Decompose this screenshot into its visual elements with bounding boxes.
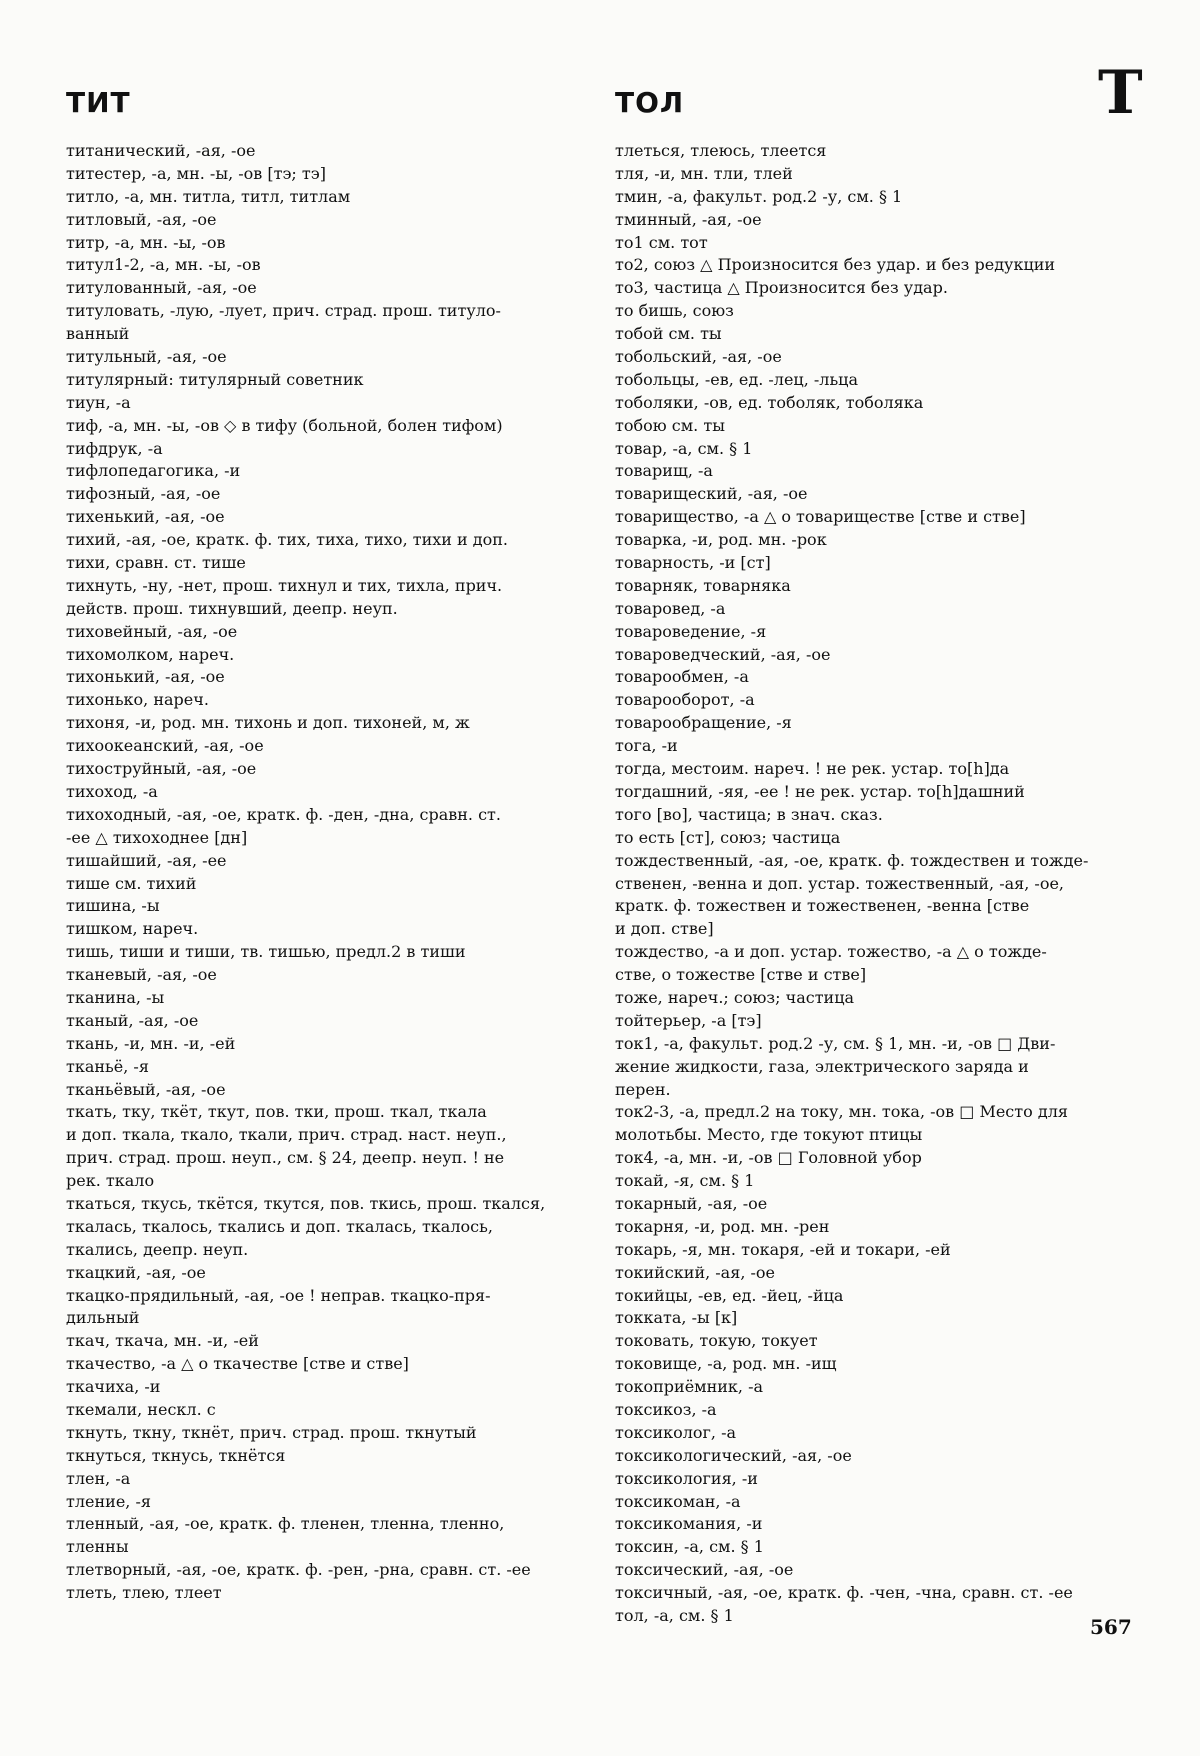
entry-line: ток4, -а, мн. -и, -ов □ Головной убор: [615, 1148, 922, 1168]
entry-line: титулярный: титулярный советник: [66, 369, 364, 389]
entry-line: тиховейный, -ая, -ое: [66, 621, 238, 641]
entry-line: тогдашний, -яя, -ее ! не рек. устар. то[h]дашний: [615, 781, 1025, 801]
entry-line: тихоход, -а: [66, 781, 158, 801]
entry-line: тойтерьер, -а [тэ]: [615, 1010, 762, 1030]
entry-line: товароведческий, -ая, -ое: [615, 644, 831, 664]
entry-line: тлен, -а: [66, 1468, 131, 1488]
entry-line: тишайший, -ая, -ее: [66, 850, 227, 870]
entry-line: тленны: [66, 1537, 129, 1557]
entry-line: титло, -а, мн. титла, титл, титлам: [66, 186, 351, 206]
entry-line: тлеть, тлею, тлеет: [66, 1583, 222, 1603]
entry-line: токарный, -ая, -ое: [615, 1193, 768, 1213]
entry-line: ткались, деепр. неуп.: [66, 1239, 249, 1259]
entry-line: ток1, -а, факульт. род.2 -у, см. § 1, мн. -и, -ов □ Дви-: [615, 1033, 1056, 1053]
entry-line: титестер, -а, мн. -ы, -ов [тэ; тэ]: [66, 163, 326, 183]
entry-line: тлетворный, -ая, -ое, кратк. ф. -рен, -рна, сравн. ст. -ее: [66, 1560, 531, 1580]
left-column: [66, 140, 594, 1605]
entry-line: прич. страд. прош. неуп., см. § 24, деепр. неуп. ! не: [66, 1148, 505, 1168]
entry-line: титловый, -ая, -ое: [66, 209, 217, 229]
entry-line: тканина, -ы: [66, 987, 165, 1007]
entry-line: молотьбы. Место, где токуют птицы: [615, 1125, 923, 1145]
entry-line: титульный, -ая, -ое: [66, 347, 227, 367]
entry-line: стве, о тожестве [стве и стве]: [615, 965, 867, 985]
entry-line: ткать, тку, ткёт, ткут, пов. тки, прош. ткал, ткала: [66, 1102, 487, 1122]
entry-line: ткань, -и, мн. -и, -ей: [66, 1033, 236, 1053]
entry-line: тминный, -ая, -ое: [615, 209, 762, 229]
entry-line: тифозный, -ая, -ое: [66, 484, 221, 504]
entry-line: ткачиха, -и: [66, 1377, 161, 1397]
entry-line: -ее △ тихоходнее [дн]: [66, 827, 248, 847]
entry-line: тля, -и, мн. тли, тлей: [615, 163, 793, 183]
entry-line: ткемали, нескл. с: [66, 1399, 216, 1419]
entry-line: товарищеский, -ая, -ое: [615, 484, 808, 504]
entry-line: тмин, -а, факульт. род.2 -у, см. § 1: [615, 186, 903, 206]
entry-line: токсиколог, -а: [615, 1422, 737, 1442]
entry-line: тогда, местоим. нареч. ! не рек. устар. то[h]да: [615, 759, 1010, 779]
entry-line: титуловать, -лую, -лует, прич. страд. прош. титуло-: [66, 301, 501, 321]
entry-line: титанический, -ая, -ое: [66, 141, 256, 160]
right-guide-word: ТОЛ: [615, 86, 685, 119]
entry-line: ткацкий, -ая, -ое: [66, 1262, 206, 1282]
entry-line: тобольский, -ая, -ое: [615, 347, 782, 367]
entry-line: титул1-2, -а, мн. -ы, -ов: [66, 255, 261, 275]
entry-line: токарь, -я, мн. токаря, -ей и токари, -ей: [615, 1239, 951, 1259]
entry-line: то3, частица △ Произносится без удар.: [615, 278, 948, 298]
entry-line: токовище, -а, род. мн. -ищ: [615, 1354, 837, 1374]
entry-line: ткаться, ткусь, ткётся, ткутся, пов. ткись, прош. ткался,: [66, 1193, 546, 1213]
entry-line: тождество, -а и доп. устар. тожество, -а △ о тожде-: [615, 942, 1047, 962]
entry-line: то2, союз △ Произносится без удар. и без редукции: [615, 255, 1056, 275]
entry-line: ткалась, ткалось, ткались и доп. ткалась, ткалось,: [66, 1216, 493, 1236]
entry-line: тобою см. ты: [615, 415, 725, 435]
entry-line: тленный, -ая, -ое, кратк. ф. тленен, тленна, тленно,: [66, 1514, 505, 1534]
entry-line: то1 см. тот: [615, 232, 708, 252]
entry-line: тобольцы, -ев, ед. -лец, -льца: [615, 369, 858, 389]
left-guide-word: ТИТ: [66, 86, 131, 119]
entry-line: токсический, -ая, -ое: [615, 1560, 794, 1580]
entry-line: товароведение, -я: [615, 621, 767, 641]
entry-line: товарность, -и [ст]: [615, 553, 771, 573]
entry-line: тиф, -а, мн. -ы, -ов ◇ в тифу (больной, болен тифом): [66, 415, 503, 435]
entry-line: дильный: [66, 1308, 140, 1328]
entry-line: тоболяки, -ов, ед. тоболяк, тоболяка: [615, 392, 924, 412]
entry-line: токай, -я, см. § 1: [615, 1171, 755, 1191]
entry-line: тихонький, -ая, -ое: [66, 667, 225, 687]
entry-line: токката, -ы [к]: [615, 1308, 738, 1328]
entry-line: тихоходный, -ая, -ое, кратк. ф. -ден, -дна, сравн. ст.: [66, 804, 501, 824]
entry-line: титр, -а, мн. -ы, -ов: [66, 232, 226, 252]
entry-line: тихонько, нареч.: [66, 690, 209, 710]
entry-line: того [во], частица; в знач. сказ.: [615, 804, 883, 824]
entry-line: тление, -я: [66, 1491, 151, 1511]
entry-line: ванный: [66, 324, 130, 344]
entry-line: тифлопедагогика, -и: [66, 461, 241, 481]
entry-line: тише см. тихий: [66, 873, 197, 893]
entry-line: тол, -а, см. § 1: [615, 1606, 734, 1625]
entry-line: тоже, нареч.; союз; частица: [615, 987, 855, 1007]
entry-line: тканьё, -я: [66, 1056, 149, 1076]
entry-line: тихий, -ая, -ое, кратк. ф. тих, тиха, тихо, тихи и доп.: [66, 530, 509, 550]
right-column: [615, 140, 1143, 1628]
page-number: 567: [1090, 1615, 1132, 1639]
entry-line: токсикология, -и: [615, 1468, 758, 1488]
entry-line: тиун, -а: [66, 392, 131, 412]
entry-line: ткнуться, ткнусь, ткнётся: [66, 1445, 286, 1465]
entry-line: кратк. ф. тожествен и тожественен, -венна [стве: [615, 896, 1030, 916]
entry-line: тишь, тиши и тиши, тв. тишью, предл.2 в тиши: [66, 942, 466, 962]
entry-line: токийский, -ая, -ое: [615, 1262, 775, 1282]
entry-line: перен.: [615, 1079, 671, 1099]
entry-line: тлеться, тлеюсь, тлеется: [615, 141, 827, 160]
entry-line: токсикоман, -а: [615, 1491, 741, 1511]
entry-line: тихнуть, -ну, -нет, прош. тихнул и тих, тихла, прич.: [66, 575, 503, 595]
entry-line: токовать, токую, токует: [615, 1331, 818, 1351]
entry-line: товарка, -и, род. мн. -рок: [615, 530, 827, 550]
entry-line: токарня, -и, род. мн. -рен: [615, 1216, 830, 1236]
entry-line: тифдрук, -а: [66, 438, 163, 458]
entry-line: рек. ткало: [66, 1171, 155, 1191]
entry-line: тканый, -ая, -ое: [66, 1010, 199, 1030]
entry-line: тобой см. ты: [615, 324, 722, 344]
entry-line: тихоня, -и, род. мн. тихонь и доп. тихоней, м, ж: [66, 713, 470, 733]
entry-line: токийцы, -ев, ед. -йец, -йца: [615, 1285, 844, 1305]
entry-line: то есть [ст], союз; частица: [615, 827, 841, 847]
entry-line: тихоокеанский, -ая, -ое: [66, 736, 264, 756]
entry-line: ткач, ткача, мн. -и, -ей: [66, 1331, 259, 1351]
entry-line: товар, -а, см. § 1: [615, 438, 753, 458]
entry-line: товарищ, -а: [615, 461, 713, 481]
entry-line: тишком, нареч.: [66, 919, 199, 939]
entry-line: тождественный, -ая, -ое, кратк. ф. тождествен и тожде-: [615, 850, 1089, 870]
entry-line: товарообращение, -я: [615, 713, 792, 733]
entry-line: товаровед, -а: [615, 598, 726, 618]
entry-line: ственен, -венна и доп. устар. тожественный, -ая, -ое,: [615, 873, 1065, 893]
section-letter: Т: [1098, 58, 1143, 128]
entry-line: и доп. стве]: [615, 919, 714, 939]
entry-line: токсикоз, -а: [615, 1399, 717, 1419]
entry-line: титулованный, -ая, -ое: [66, 278, 257, 298]
entry-line: ткацко-прядильный, -ая, -ое ! неправ. ткацко-пря-: [66, 1285, 491, 1305]
entry-line: ткачество, -а △ о ткачестве [стве и стве]: [66, 1354, 409, 1374]
entry-line: ток2-3, -а, предл.2 на току, мн. тока, -ов □ Место для: [615, 1102, 1068, 1122]
entry-line: товарооборот, -а: [615, 690, 755, 710]
entry-line: жение жидкости, газа, электрического заряда и: [615, 1056, 1029, 1076]
entry-line: действ. прош. тихнувший, деепр. неуп.: [66, 598, 398, 618]
entry-line: ткнуть, ткну, ткнёт, прич. страд. прош. ткнутый: [66, 1422, 477, 1442]
entry-line: тихенький, -ая, -ое: [66, 507, 225, 527]
entry-line: тканьёвый, -ая, -ое: [66, 1079, 226, 1099]
entry-line: токсин, -а, см. § 1: [615, 1537, 764, 1557]
entry-line: тихи, сравн. ст. тише: [66, 553, 246, 573]
entry-line: товарняк, товарняка: [615, 575, 791, 595]
entry-line: токоприёмник, -а: [615, 1377, 764, 1397]
entry-line: тихоструйный, -ая, -ое: [66, 759, 257, 779]
entry-line: тканевый, -ая, -ое: [66, 965, 217, 985]
entry-line: товарообмен, -а: [615, 667, 749, 687]
entry-line: токсикомания, -и: [615, 1514, 763, 1534]
entry-line: и доп. ткала, ткало, ткали, прич. страд. наст. неуп.,: [66, 1125, 507, 1145]
entry-line: токсичный, -ая, -ое, кратк. ф. -чен, -чна, сравн. ст. -ее: [615, 1583, 1073, 1603]
entry-line: токсикологический, -ая, -ое: [615, 1445, 852, 1465]
entry-line: тишина, -ы: [66, 896, 160, 916]
entry-line: тога, -и: [615, 736, 678, 756]
entry-line: товарищество, -а △ о товариществе [стве и стве]: [615, 507, 1026, 527]
entry-line: тихомолком, нареч.: [66, 644, 235, 664]
entry-line: то бишь, союз: [615, 301, 734, 321]
